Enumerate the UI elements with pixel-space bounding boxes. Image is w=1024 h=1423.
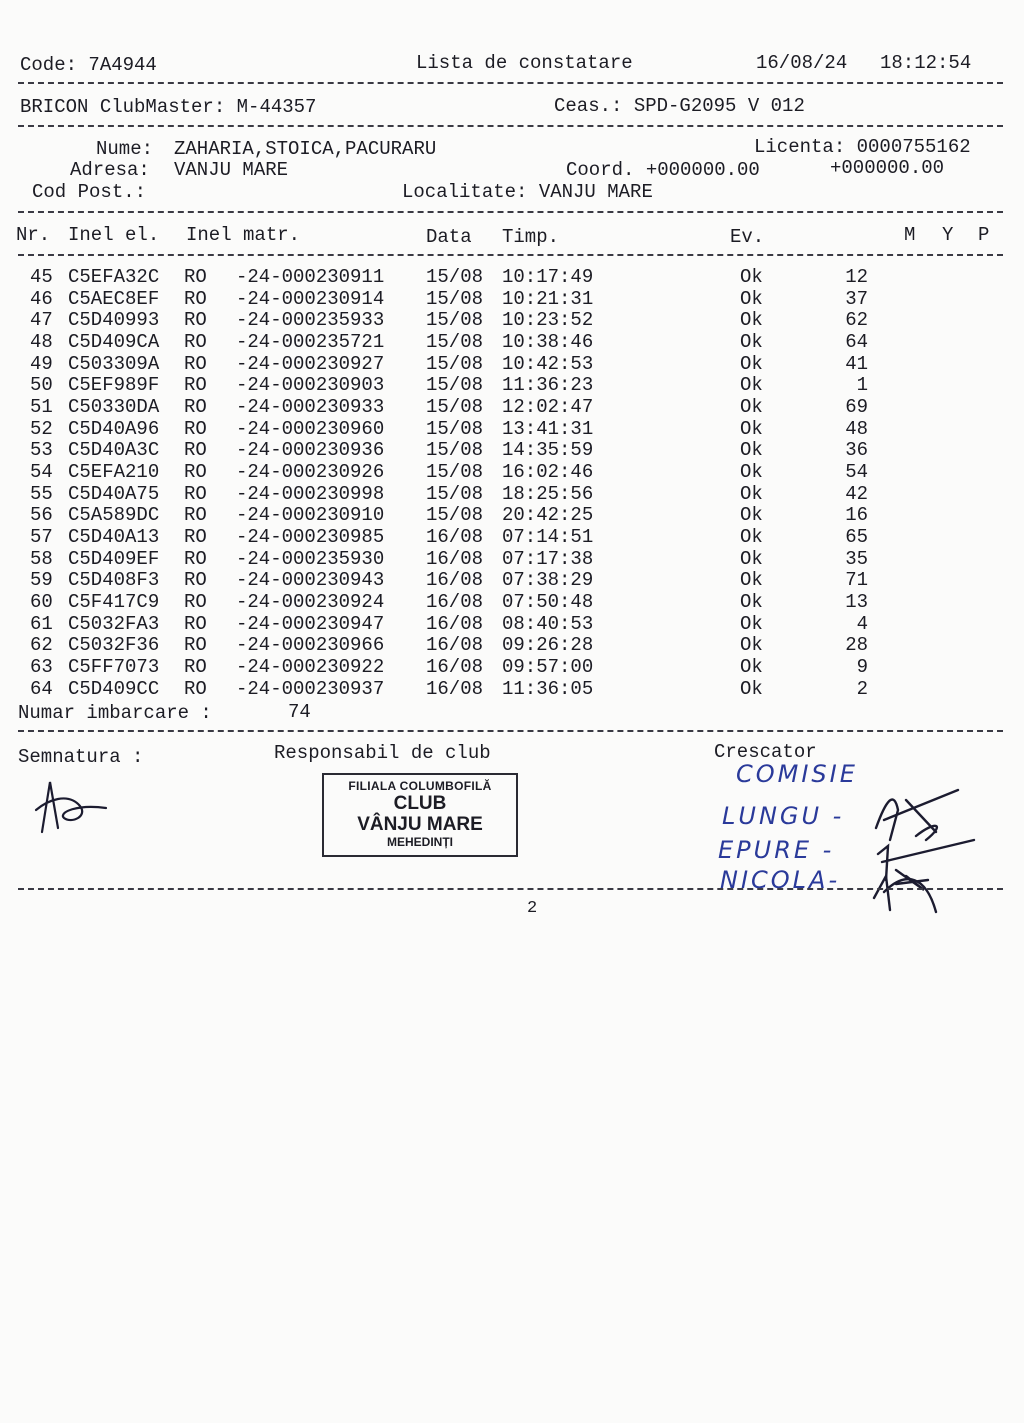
row-nr: 62 — [30, 634, 53, 656]
table-row — [0, 461, 1024, 483]
owner-name: ZAHARIA,STOICA,PACURARU — [174, 138, 437, 160]
row-inel-matr: -24-000230910 — [236, 504, 385, 526]
row-country: RO — [184, 309, 207, 331]
boarding-count-value: 74 — [288, 701, 311, 723]
stamp-line-4: MEHEDINȚI — [387, 835, 453, 849]
row-status: Ok — [740, 353, 763, 375]
col-nr: Nr. — [16, 224, 51, 246]
col-m: M — [904, 224, 916, 246]
row-status: Ok — [740, 504, 763, 526]
row-inel-matr: -24-000230966 — [236, 634, 385, 656]
row-status: Ok — [740, 461, 763, 483]
row-time: 07:17:38 — [502, 548, 594, 570]
table-row — [0, 374, 1024, 396]
table-row — [0, 353, 1024, 375]
row-inel-el: C5AEC8EF — [68, 288, 160, 310]
row-value: 42 — [845, 483, 868, 505]
row-inel-matr: -24-000230911 — [236, 266, 385, 288]
handwritten-epure: EPURE - — [718, 836, 835, 864]
row-date: 15/08 — [426, 353, 484, 375]
separator — [18, 125, 1003, 127]
row-nr: 63 — [30, 656, 53, 678]
table-row — [0, 483, 1024, 505]
locality: Localitate: VANJU MARE — [402, 181, 653, 203]
row-country: RO — [184, 288, 207, 310]
row-date: 16/08 — [426, 591, 484, 613]
row-status: Ok — [740, 288, 763, 310]
row-inel-el: C5EF989F — [68, 374, 160, 396]
row-nr: 46 — [30, 288, 53, 310]
row-status: Ok — [740, 548, 763, 570]
row-inel-matr: -24-000230933 — [236, 396, 385, 418]
row-inel-el: C503309A — [68, 353, 160, 375]
row-country: RO — [184, 678, 207, 700]
table-row — [0, 309, 1024, 331]
row-date: 15/08 — [426, 331, 484, 353]
table-row — [0, 678, 1024, 700]
club-master: BRICON ClubMaster: M-44357 — [20, 96, 317, 118]
signature-label: Semnatura : — [18, 746, 144, 768]
row-date: 15/08 — [426, 439, 484, 461]
row-value: 13 — [845, 591, 868, 613]
row-value: 9 — [856, 656, 868, 678]
row-time: 07:38:29 — [502, 569, 594, 591]
row-inel-el: C5D40A3C — [68, 439, 160, 461]
clock-id: Ceas.: SPD-G2095 V 012 — [554, 95, 805, 117]
row-nr: 49 — [30, 353, 53, 375]
row-inel-matr: -24-000230924 — [236, 591, 385, 613]
col-y: Y — [942, 224, 954, 246]
row-status: Ok — [740, 374, 763, 396]
row-inel-matr: -24-000230927 — [236, 353, 385, 375]
row-time: 12:02:47 — [502, 396, 594, 418]
row-inel-matr: -24-000230914 — [236, 288, 385, 310]
coordinates-second: +000000.00 — [830, 157, 945, 179]
row-country: RO — [184, 353, 207, 375]
row-country: RO — [184, 591, 207, 613]
table-row — [0, 526, 1024, 548]
row-value: 54 — [845, 461, 868, 483]
stamp-line-2: CLUB — [393, 793, 447, 814]
row-country: RO — [184, 331, 207, 353]
row-nr: 55 — [30, 483, 53, 505]
table-row — [0, 548, 1024, 570]
row-status: Ok — [740, 591, 763, 613]
club-responsible-label: Responsabil de club — [274, 742, 491, 764]
row-inel-el: C5F417C9 — [68, 591, 160, 613]
table-row — [0, 591, 1024, 613]
row-date: 16/08 — [426, 656, 484, 678]
table-row — [0, 634, 1024, 656]
row-value: 62 — [845, 309, 868, 331]
row-inel-matr: -24-000235930 — [236, 548, 385, 570]
club-stamp — [322, 773, 518, 857]
table-row — [0, 439, 1024, 461]
table-row — [0, 396, 1024, 418]
row-inel-el: C5D40A13 — [68, 526, 160, 548]
row-inel-matr: -24-000230943 — [236, 569, 385, 591]
row-nr: 57 — [30, 526, 53, 548]
row-time: 10:42:53 — [502, 353, 594, 375]
row-date: 15/08 — [426, 288, 484, 310]
row-inel-el: C5D409CA — [68, 331, 160, 353]
separator — [18, 211, 1003, 213]
table-row — [0, 418, 1024, 440]
row-date: 15/08 — [426, 418, 484, 440]
row-country: RO — [184, 418, 207, 440]
owner-address: VANJU MARE — [174, 159, 289, 181]
row-status: Ok — [740, 634, 763, 656]
document-code: Code: 7A4944 — [20, 54, 157, 76]
address-label: Adresa: — [70, 159, 150, 181]
row-inel-el: C5D408F3 — [68, 569, 160, 591]
row-nr: 58 — [30, 548, 53, 570]
postal-code-label: Cod Post.: — [32, 181, 147, 203]
row-status: Ok — [740, 439, 763, 461]
row-nr: 61 — [30, 613, 53, 635]
stamp-line-3: VÂNJU MARE — [357, 814, 483, 835]
row-inel-el: C5FF7073 — [68, 656, 160, 678]
document-title: Lista de constatare — [416, 52, 633, 74]
table-row — [0, 613, 1024, 635]
table-row — [0, 569, 1024, 591]
table-row — [0, 288, 1024, 310]
row-value: 4 — [856, 613, 868, 635]
row-time: 10:17:49 — [502, 266, 594, 288]
row-status: Ok — [740, 613, 763, 635]
row-status: Ok — [740, 678, 763, 700]
row-date: 15/08 — [426, 309, 484, 331]
license: Licenta: 0000755162 — [754, 136, 971, 158]
coordinates: Coord. +000000.00 — [566, 159, 760, 181]
row-nr: 53 — [30, 439, 53, 461]
row-country: RO — [184, 396, 207, 418]
row-country: RO — [184, 374, 207, 396]
row-value: 48 — [845, 418, 868, 440]
row-inel-el: C5EFA32C — [68, 266, 160, 288]
row-value: 1 — [856, 374, 868, 396]
breeder-label: Crescator — [714, 741, 817, 763]
row-inel-el: C5032FA3 — [68, 613, 160, 635]
row-date: 16/08 — [426, 634, 484, 656]
row-date: 15/08 — [426, 374, 484, 396]
print-time: 18:12:54 — [880, 52, 972, 74]
row-country: RO — [184, 656, 207, 678]
row-time: 10:23:52 — [502, 309, 594, 331]
row-date: 16/08 — [426, 569, 484, 591]
row-time: 08:40:53 — [502, 613, 594, 635]
row-inel-el: C5A589DC — [68, 504, 160, 526]
row-value: 28 — [845, 634, 868, 656]
separator — [18, 82, 1003, 84]
row-nr: 45 — [30, 266, 53, 288]
page-number: 2 — [527, 899, 538, 918]
row-time: 18:25:56 — [502, 483, 594, 505]
row-country: RO — [184, 266, 207, 288]
row-date: 15/08 — [426, 396, 484, 418]
row-date: 16/08 — [426, 678, 484, 700]
row-time: 07:50:48 — [502, 591, 594, 613]
row-value: 71 — [845, 569, 868, 591]
stamp-line-1: FILIALA COLUMBOFILĂ — [348, 779, 492, 793]
row-time: 09:57:00 — [502, 656, 594, 678]
row-inel-matr: -24-000230985 — [236, 526, 385, 548]
name-label: Nume: — [96, 138, 154, 160]
table-row — [0, 331, 1024, 353]
row-inel-el: C5D40993 — [68, 309, 160, 331]
row-inel-el: C5EFA210 — [68, 461, 160, 483]
row-value: 65 — [845, 526, 868, 548]
row-nr: 50 — [30, 374, 53, 396]
col-data: Data — [426, 226, 472, 248]
row-inel-matr: -24-000235721 — [236, 331, 385, 353]
row-status: Ok — [740, 569, 763, 591]
row-inel-matr: -24-000230922 — [236, 656, 385, 678]
separator — [18, 888, 1003, 890]
row-time: 14:35:59 — [502, 439, 594, 461]
row-nr: 52 — [30, 418, 53, 440]
table-row — [0, 656, 1024, 678]
row-value: 37 — [845, 288, 868, 310]
row-country: RO — [184, 439, 207, 461]
row-date: 16/08 — [426, 548, 484, 570]
row-date: 15/08 — [426, 266, 484, 288]
row-date: 15/08 — [426, 504, 484, 526]
row-nr: 51 — [30, 396, 53, 418]
row-country: RO — [184, 483, 207, 505]
handwritten-commission: COMISIE — [736, 760, 858, 788]
col-p: P — [978, 224, 990, 246]
row-inel-matr: -24-000230947 — [236, 613, 385, 635]
row-value: 64 — [845, 331, 868, 353]
table-row — [0, 504, 1024, 526]
row-inel-el: C50330DA — [68, 396, 160, 418]
handwritten-lungu: LUNGU - — [722, 802, 845, 830]
row-nr: 48 — [30, 331, 53, 353]
row-time: 11:36:05 — [502, 678, 594, 700]
row-date: 16/08 — [426, 613, 484, 635]
row-nr: 64 — [30, 678, 53, 700]
row-date: 15/08 — [426, 483, 484, 505]
row-status: Ok — [740, 396, 763, 418]
row-value: 35 — [845, 548, 868, 570]
col-timp: Timp. — [502, 226, 560, 248]
row-time: 10:21:31 — [502, 288, 594, 310]
row-inel-el: C5032F36 — [68, 634, 160, 656]
separator — [18, 730, 1003, 732]
col-inel-el: Inel el. — [68, 224, 160, 246]
row-inel-matr: -24-000230998 — [236, 483, 385, 505]
row-time: 20:42:25 — [502, 504, 594, 526]
boarding-count-label: Numar imbarcare : — [18, 702, 212, 724]
row-country: RO — [184, 569, 207, 591]
col-ev: Ev. — [730, 226, 765, 248]
row-value: 12 — [845, 266, 868, 288]
signatures-scribble-icon — [866, 780, 976, 920]
row-inel-matr: -24-000230960 — [236, 418, 385, 440]
row-country: RO — [184, 504, 207, 526]
row-status: Ok — [740, 483, 763, 505]
row-value: 36 — [845, 439, 868, 461]
row-value: 16 — [845, 504, 868, 526]
separator — [18, 254, 1003, 256]
col-inel-matr: Inel matr. — [186, 224, 301, 246]
handwritten-nicola: NICOLA- — [720, 866, 841, 894]
row-status: Ok — [740, 266, 763, 288]
row-status: Ok — [740, 418, 763, 440]
row-nr: 54 — [30, 461, 53, 483]
row-status: Ok — [740, 656, 763, 678]
row-inel-matr: -24-000230903 — [236, 374, 385, 396]
row-country: RO — [184, 634, 207, 656]
row-nr: 47 — [30, 309, 53, 331]
row-time: 07:14:51 — [502, 526, 594, 548]
row-value: 2 — [856, 678, 868, 700]
row-date: 16/08 — [426, 526, 484, 548]
row-inel-el: C5D409EF — [68, 548, 160, 570]
row-value: 69 — [845, 396, 868, 418]
row-nr: 60 — [30, 591, 53, 613]
row-status: Ok — [740, 331, 763, 353]
row-inel-matr: -24-000230937 — [236, 678, 385, 700]
row-inel-matr: -24-000230926 — [236, 461, 385, 483]
signature-scribble-icon — [28, 770, 118, 840]
print-date: 16/08/24 — [756, 52, 848, 74]
row-country: RO — [184, 526, 207, 548]
row-time: 16:02:46 — [502, 461, 594, 483]
row-time: 09:26:28 — [502, 634, 594, 656]
row-country: RO — [184, 461, 207, 483]
row-nr: 59 — [30, 569, 53, 591]
row-inel-matr: -24-000230936 — [236, 439, 385, 461]
row-value: 41 — [845, 353, 868, 375]
row-time: 11:36:23 — [502, 374, 594, 396]
row-inel-el: C5D40A96 — [68, 418, 160, 440]
row-date: 15/08 — [426, 461, 484, 483]
row-nr: 56 — [30, 504, 53, 526]
row-inel-matr: -24-000235933 — [236, 309, 385, 331]
row-status: Ok — [740, 526, 763, 548]
row-inel-el: C5D409CC — [68, 678, 160, 700]
row-time: 13:41:31 — [502, 418, 594, 440]
row-country: RO — [184, 548, 207, 570]
row-inel-el: C5D40A75 — [68, 483, 160, 505]
table-row — [0, 266, 1024, 288]
row-status: Ok — [740, 309, 763, 331]
row-time: 10:38:46 — [502, 331, 594, 353]
row-country: RO — [184, 613, 207, 635]
